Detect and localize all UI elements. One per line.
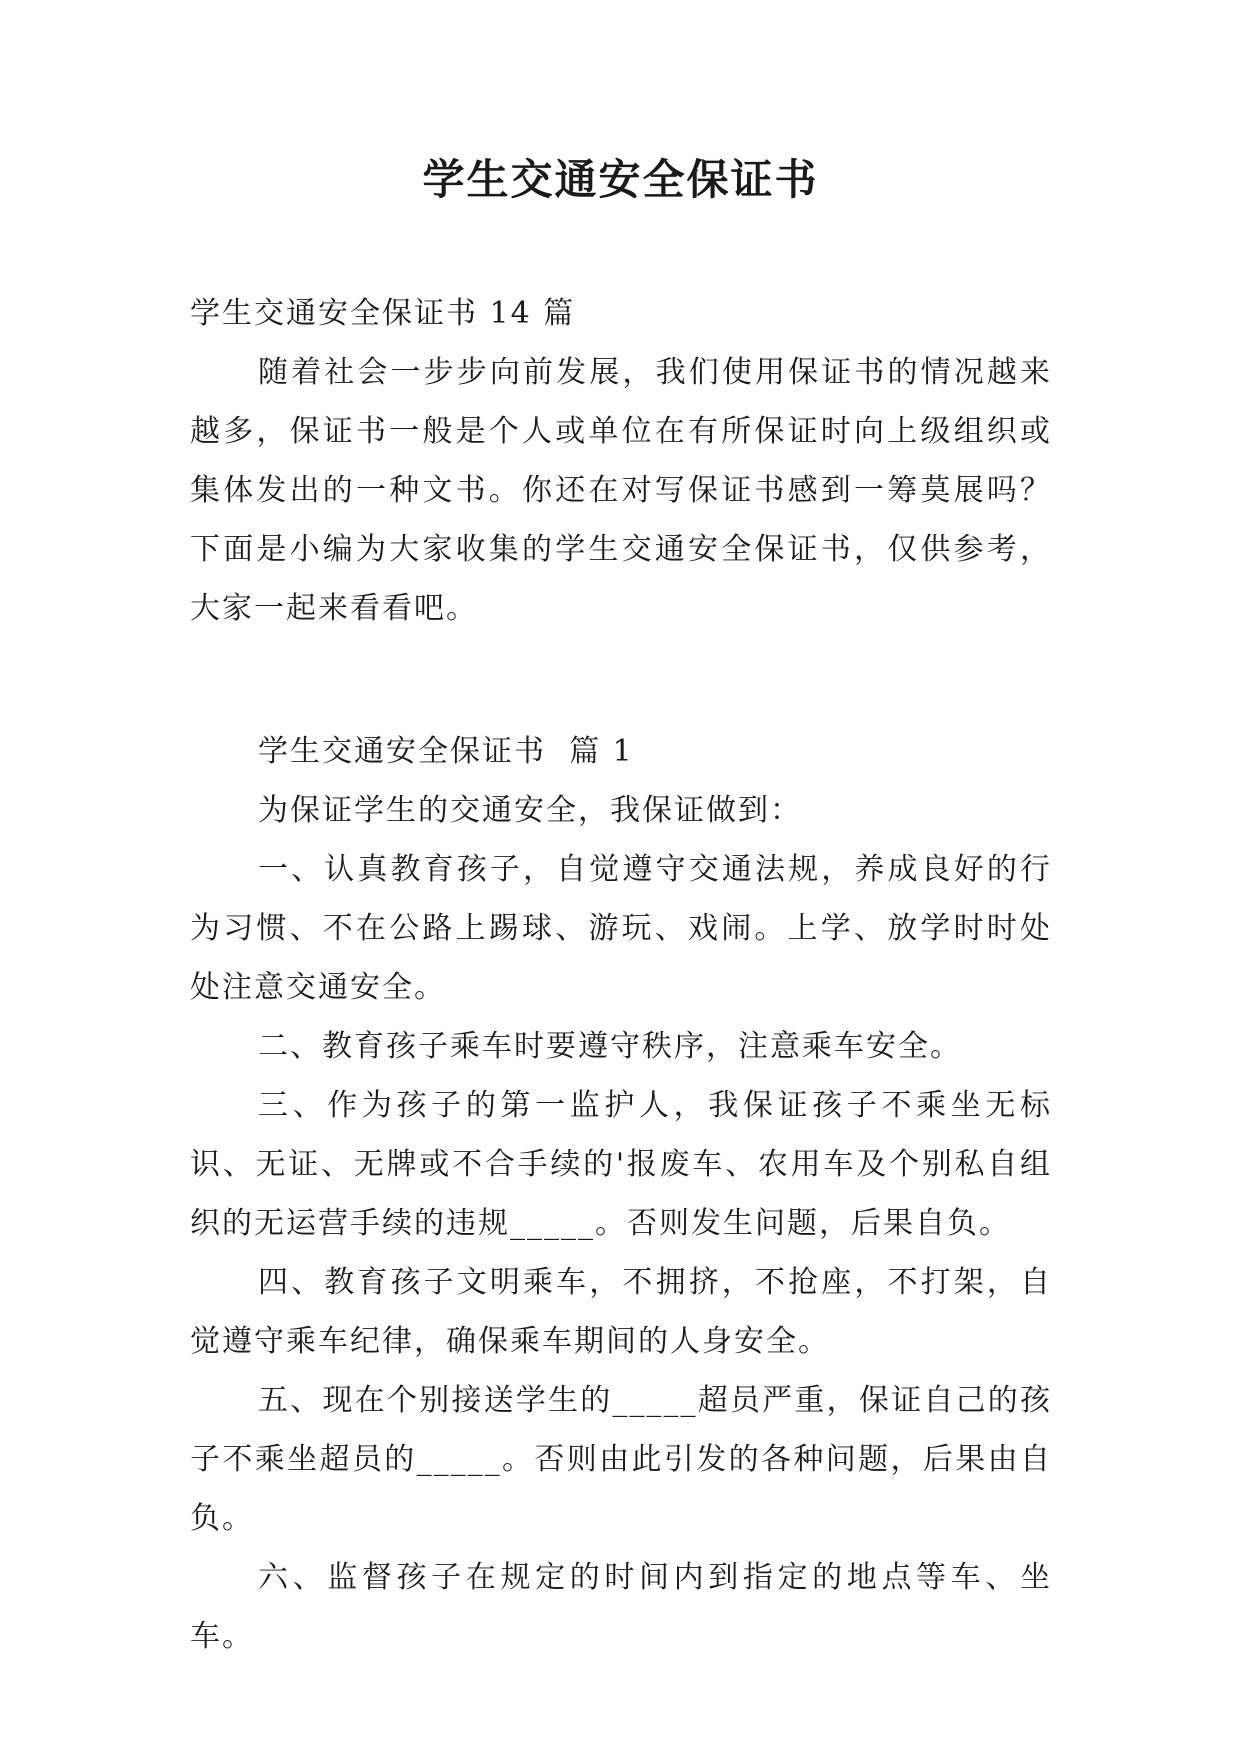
document-body <box>190 284 1052 1666</box>
paragraph: 一、认真教育孩子，自觉遵守交通法规，养成良好的行为习惯、不在公路上踢球、游玩、戏闹。上学、放学时时处处注意交通安全。 <box>190 852 1052 1005</box>
document-title: 学生交通安全保证书 <box>422 155 819 204</box>
paragraph: 六、监督孩子在规定的时间内到指定的地点等车、坐车。 <box>190 1560 1052 1654</box>
paragraph-spacer <box>190 638 1052 722</box>
paragraph: 五、现在个别接送学生的_____超员严重，保证自己的孩子不乘坐超员的_____。否则由此引发的各种问题，后果由自负。 <box>190 1383 1052 1536</box>
paragraph: 三、作为孩子的第一监护人，我保证孩子不乘坐无标识、无证、无牌或不合手续的'报废车、农用车及个别私自组织的无运营手续的违规_____。否则发生问题，后果自负。 <box>190 1088 1052 1241</box>
paragraph: 为保证学生的交通安全，我保证做到： <box>258 793 802 828</box>
paragraph: 四、教育孩子文明乘车，不拥挤，不抢座，不打架，自觉遵守乘车纪律，确保乘车期间的人身安全。 <box>190 1265 1052 1359</box>
document-subtitle: 学生交通安全保证书 14 篇 <box>190 296 576 331</box>
paragraph: 二、教育孩子乘车时要遵守秩序，注意乘车安全。 <box>258 1029 962 1064</box>
intro-paragraph: 随着社会一步步向前发展，我们使用保证书的情况越来越多，保证书一般是个人或单位在有所保证时向上级组织或集体发出的一种文书。你还在对写保证书感到一筹莫展吗？下面是小编为大家收集的学生交通安全保证书，仅供参考，大家一起来看看吧。 <box>190 355 1052 626</box>
section-heading: 学生交通安全保证书 篇 1 <box>258 734 634 769</box>
